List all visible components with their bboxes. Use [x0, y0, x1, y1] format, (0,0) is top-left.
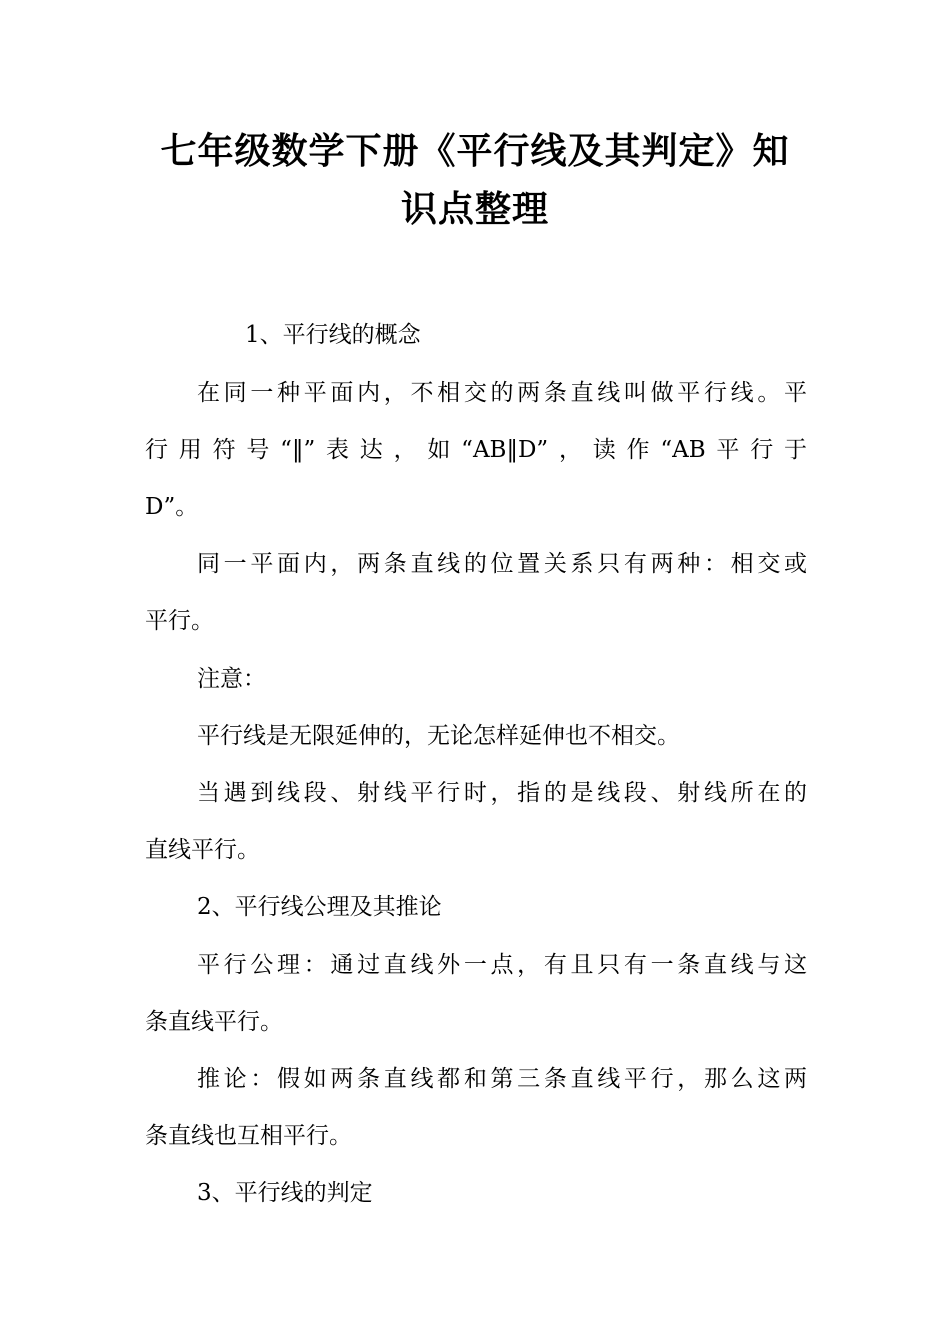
axiom-line-2: 条直线平行。: [145, 1009, 283, 1035]
note-item-1: 平行线是无限延伸的，无论怎样延伸也不相交。: [197, 723, 680, 749]
note-label: 注意：: [197, 666, 266, 692]
section-1-heading: 1、平行线的概念: [245, 322, 421, 348]
corollary-line-1: 推论：假如两条直线都和第三条直线平行，那么这两: [197, 1066, 807, 1092]
corollary-line-2: 条直线也互相平行。: [145, 1123, 352, 1149]
paragraph-1-line-1: 在同一种平面内，不相交的两条直线叫做平行线。平: [197, 380, 807, 406]
note-item-2-line-2: 直线平行。: [145, 837, 260, 863]
paragraph-2-line-2: 平行。: [145, 608, 214, 634]
title-line-2: 识点整理: [400, 189, 549, 230]
section-2-heading: 2、平行线公理及其推论: [197, 894, 442, 920]
axiom-line-1: 平行公理：通过直线外一点，有且只有一条直线与这: [197, 952, 807, 978]
note-item-2-line-1: 当遇到线段、射线平行时，指的是线段、射线所在的: [197, 780, 807, 806]
title-line-1: 七年级数学下册《平行线及其判定》知: [160, 131, 790, 172]
paragraph-1-line-2: 行用符号“‖”表达，如“AB‖D”，读作“AB平行于: [145, 437, 807, 463]
section-3-heading: 3、平行线的判定: [197, 1180, 373, 1206]
paragraph-2-line-1: 同一平面内，两条直线的位置关系只有两种：相交或: [197, 551, 807, 577]
paragraph-1-line-3: D”。: [145, 494, 199, 520]
